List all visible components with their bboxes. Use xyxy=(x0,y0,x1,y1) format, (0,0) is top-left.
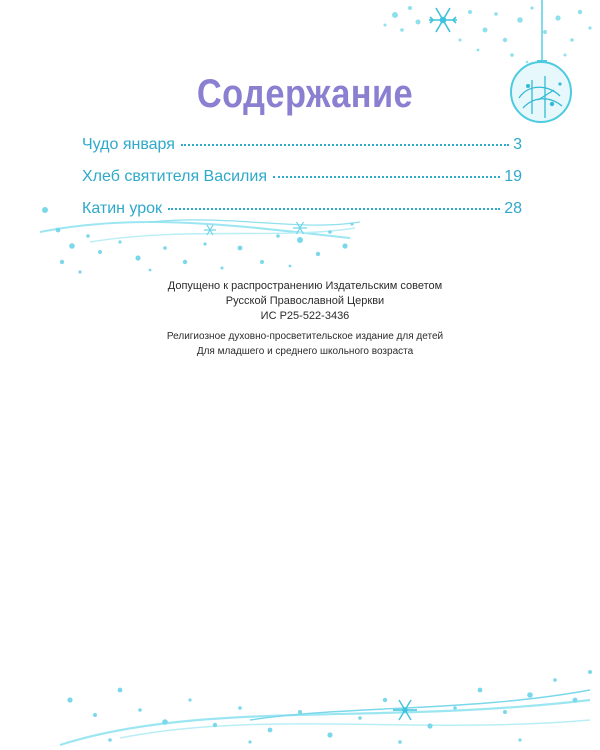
approval-line: Допущено к распространению Издательским советом xyxy=(167,280,443,292)
toc-entry[interactable] xyxy=(82,200,522,232)
table-of-contents xyxy=(82,136,522,232)
toc-entry-title: Чудо января xyxy=(82,136,175,153)
approval-line: ИС Р25-522-3436 xyxy=(260,310,350,322)
approval-notice xyxy=(0,279,600,324)
toc-entry-title: Катин урок xyxy=(82,200,163,217)
edition-description xyxy=(0,329,600,359)
page-title: Содержание xyxy=(196,72,414,116)
approval-line: Русской Православной Церкви xyxy=(225,295,385,307)
toc-entry[interactable] xyxy=(82,168,522,200)
description-line: Для младшего и среднего школьного возраста xyxy=(196,346,414,357)
toc-entry-title: Хлеб святителя Василия xyxy=(82,168,267,185)
dot-leader xyxy=(181,144,509,146)
snowflake-icon xyxy=(429,8,457,32)
dot-leader xyxy=(168,208,500,210)
toc-entry-page: 19 xyxy=(504,168,522,185)
dot-leader xyxy=(273,176,500,178)
toc-entry-page: 3 xyxy=(513,136,522,153)
top-sparkles xyxy=(384,6,592,63)
toc-entry-page: 28 xyxy=(504,200,522,217)
bottom-swirl xyxy=(60,670,592,745)
toc-entry[interactable] xyxy=(82,136,522,168)
description-line: Религиозное духовно-просветительское издание для детей xyxy=(166,331,444,342)
